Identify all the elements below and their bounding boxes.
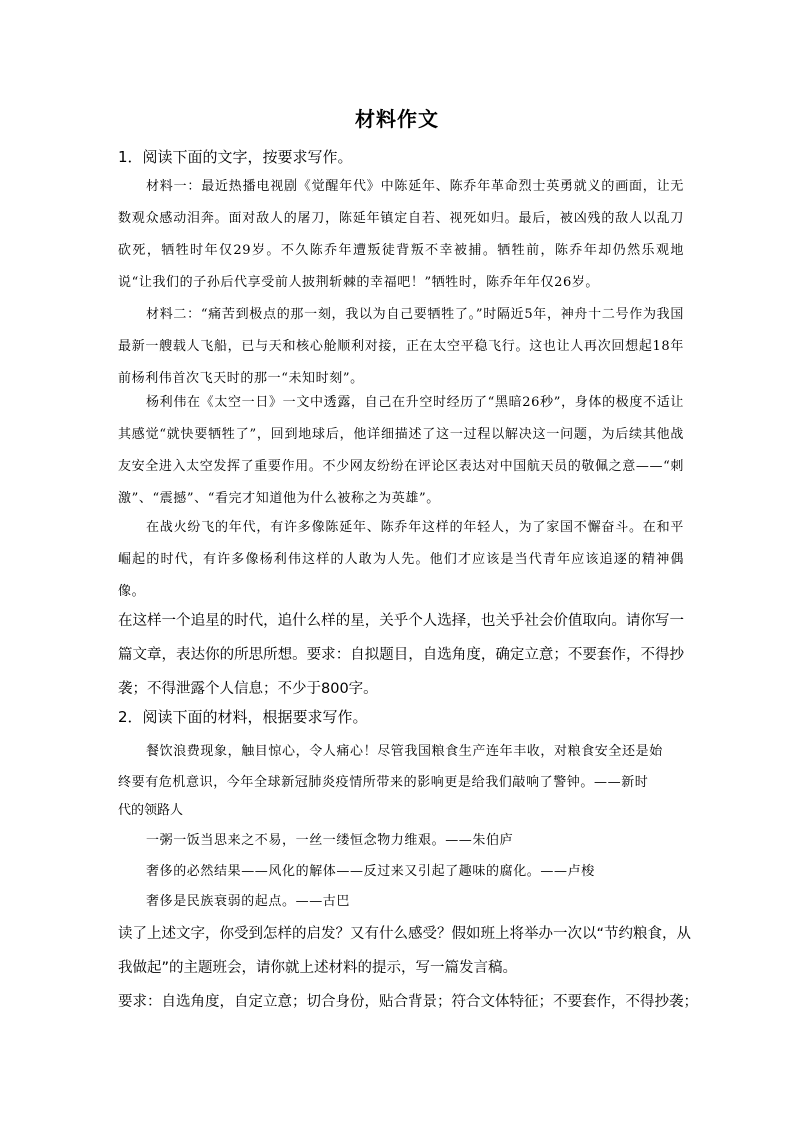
q1-material-2: 材料二：“痛苦到极点的那一刻，我以为自己要牺牲了。”时隔近5年，神舟十二号作为我国最新一艘载人飞船，已与天和核心舱顺利对接，正在太空平稳飞行。这也让人再次回想起18年前杨利伟首次飞天时的那一“未知时刻”。 [118,307,684,386]
q2-quote-2: 奢侈的必然结果——风化的解体——反过来又引起了趣味的腐化。——卢梭 [146,864,595,879]
q2-quote-1: 一粥一饭当思来之不易，一丝一缕恒念物力维艰。——朱伯庐 [146,833,514,848]
q2-quote-3: 奢侈是民族衰弱的起点。——古巴 [146,894,351,909]
q1-material-1: 材料一：最近热播电视剧《觉醒年代》中陈延年、陈乔年革命烈士英勇就义的画面，让无数观众感动泪奔。面对敌人的屠刀，陈延年镇定自若、视死如归。最后，被凶残的敌人以乱刀砍死，牺牲时年仅29岁。不久陈乔年遭叛徒背叛不幸被捕。牺牲前，陈乔年却仍然乐观地说“让我们的子孙后代享受前人披荆斩棘的幸福吧！”牺牲时，陈乔年年仅26岁。 [118,179,684,290]
question-2-heading: 2．阅读下面的材料，根据要求写作。 [118,708,368,726]
q2-material-line-3: 代的领路人 [118,803,184,818]
question-1-heading: 1．阅读下面的文字，按要求写作。 [118,148,353,166]
q1-material-4: 在战火纷飞的年代，有许多像陈延年、陈乔年这样的年轻人，为了家国不懈奋斗。在和平崛起的时代，有许多像杨利伟这样的人敢为人先。他们才应该是当代青年应该追逐的精神偶像。 [118,520,684,599]
q2-material-line-1: 餐饮浪费现象，触目惊心，令人痛心！尽管我国粮食生产连年丰收，对粮食安全还是始 [146,744,663,759]
q2-task-line-1: 读了上述文字，你受到怎样的启发？又有什么感受？假如班上将举办一次以“节约粮食，从 [118,926,692,942]
q2-task-line-3: 要求：自选角度，自定立意；切合身份，贴合背景；符合文体特征；不要套作，不得抄袭； [118,994,698,1010]
q2-task-line-2: 我做起”的主题班会，请你就上述材料的提示，写一篇发言稿。 [118,960,518,976]
q2-material-line-2: 终要有危机意识，今年全球新冠肺炎疫情所带来的影响更是给我们敲响了警钟。——新时 [118,775,649,790]
q1-task: 在这样一个追星的时代，追什么样的星，关乎个人选择，也关乎社会价值取向。请你写一篇文章，表达你的所思所想。要求：自拟题目，自选角度，确定立意；不要套作，不得抄袭；不得泄露个人信息；不少于800字。 [118,613,684,697]
document-title: 材料作文 [355,107,439,131]
q1-material-3: 杨利伟在《太空一日》一文中透露，自己在升空时经历了“黑暗26秒”，身体的极度不适让其感觉“就快要牺牲了”，回到地球后，他详细描述了这一过程以解决这一问题，为后续其他战友安全进入太空发挥了重要作用。不少网友纷纷在评论区表达对中国航天员的敬佩之意——“刺激”、“震撼”、“看完才知道他为什么被称之为英雄”。 [118,395,684,506]
